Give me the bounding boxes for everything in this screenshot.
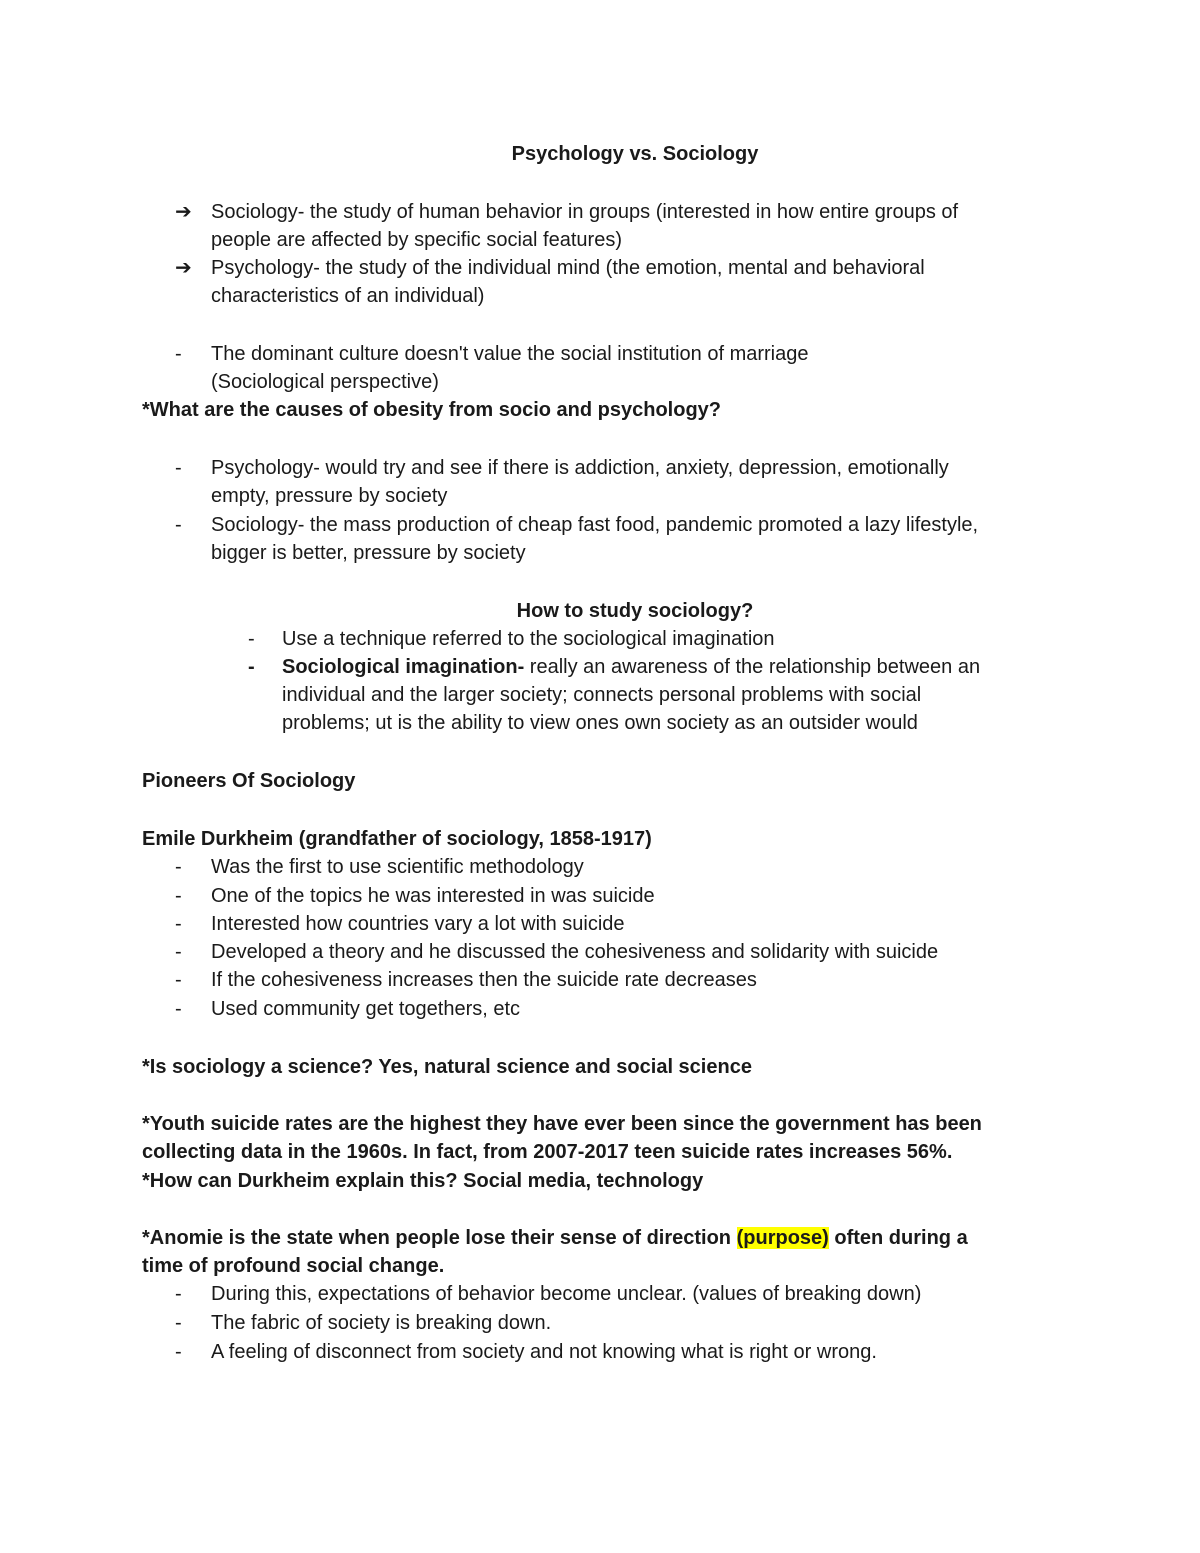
document-title: Psychology vs. Sociology (511, 143, 759, 165)
list-item-continuation: empty, pressure by society (211, 485, 448, 507)
list-item-continuation: bigger is better, pressure by society (211, 542, 526, 564)
list-item: Developed a theory and he discussed the cohesiveness and solidarity with suicide (211, 941, 939, 963)
anomie-text: often during a (828, 1227, 968, 1249)
arrow-bullet-icon: ➔ (175, 201, 192, 223)
list-item: Sociology- the mass production of cheap fast food, pandemic promoted a lazy lifestyle, (211, 514, 979, 536)
dash-bullet: - (175, 343, 182, 365)
list-item: Use a technique referred to the sociological imagination (282, 628, 775, 650)
youth-paragraph-line: collecting data in the 1960s. In fact, from 2007-2017 teen suicide rates increases 56%. (142, 1141, 953, 1163)
dash-bullet: - (175, 1283, 182, 1305)
list-item: A feeling of disconnect from society and not knowing what is right or wrong. (211, 1341, 877, 1363)
list-item: During this, expectations of behavior become unclear. (values of breaking down) (211, 1283, 922, 1305)
list-item: The dominant culture doesn't value the social institution of marriage (211, 343, 809, 365)
list-item: Sociology- the study of human behavior in groups (interested in how entire groups of (211, 201, 959, 223)
list-item-continuation: problems; ut is the ability to view ones own society as an outsider would (282, 712, 918, 734)
pioneers-heading: Pioneers Of Sociology (142, 770, 356, 792)
dash-bullet: - (175, 885, 182, 907)
dash-bullet: - (175, 856, 182, 878)
anomie-definition (142, 1224, 968, 1252)
youth-paragraph-line: *Youth suicide rates are the highest they have ever been since the government has been (142, 1113, 982, 1135)
term-sociological-imagination: Sociological imagination- (282, 656, 525, 678)
dash-bullet: - (248, 656, 255, 678)
list-item-continuation: characteristics of an individual) (211, 285, 485, 307)
list-item: If the cohesiveness increases then the suicide rate decreases (211, 969, 757, 991)
list-item: Interested how countries vary a lot with suicide (211, 913, 625, 935)
dash-bullet: - (248, 628, 255, 650)
list-item: Used community get togethers, etc (211, 998, 521, 1020)
arrow-bullet-icon: ➔ (175, 257, 192, 279)
anomie-text: *Anomie is the state when people lose their sense of direction (142, 1227, 737, 1249)
list-item-continuation: individual and the larger society; connects personal problems with social (282, 684, 922, 706)
highlighted-purpose: (purpose) (736, 1227, 829, 1249)
list-item-continuation: people are affected by specific social features) (211, 229, 622, 251)
durkheim-question: *How can Durkheim explain this? Social media, technology (142, 1170, 704, 1192)
science-question: *Is sociology a science? Yes, natural science and social science (142, 1056, 752, 1078)
term-definition: really an awareness of the relationship between an (524, 656, 981, 678)
dash-bullet: - (175, 457, 182, 479)
study-heading: How to study sociology? (516, 600, 754, 622)
list-item-continuation: (Sociological perspective) (211, 371, 439, 393)
durkheim-heading: Emile Durkheim (grandfather of sociology, 1858-1917) (142, 828, 652, 850)
dash-bullet: - (175, 1341, 182, 1363)
dash-bullet: - (175, 1312, 182, 1334)
list-item: Psychology- the study of the individual mind (the emotion, mental and behavioral (211, 257, 925, 279)
list-item: The fabric of society is breaking down. (211, 1312, 552, 1334)
list-item: One of the topics he was interested in was suicide (211, 885, 655, 907)
dash-bullet: - (175, 969, 182, 991)
dash-bullet: - (175, 941, 182, 963)
list-item: Was the first to use scientific methodology (211, 856, 584, 878)
dash-bullet: - (175, 514, 182, 536)
list-item: Psychology- would try and see if there is addiction, anxiety, depression, emotionally (211, 457, 949, 479)
anomie-definition-continuation: time of profound social change. (142, 1255, 445, 1277)
dash-bullet: - (175, 913, 182, 935)
dash-bullet: - (175, 998, 182, 1020)
obesity-question: *What are the causes of obesity from socio and psychology? (142, 399, 722, 421)
list-item (282, 653, 980, 681)
